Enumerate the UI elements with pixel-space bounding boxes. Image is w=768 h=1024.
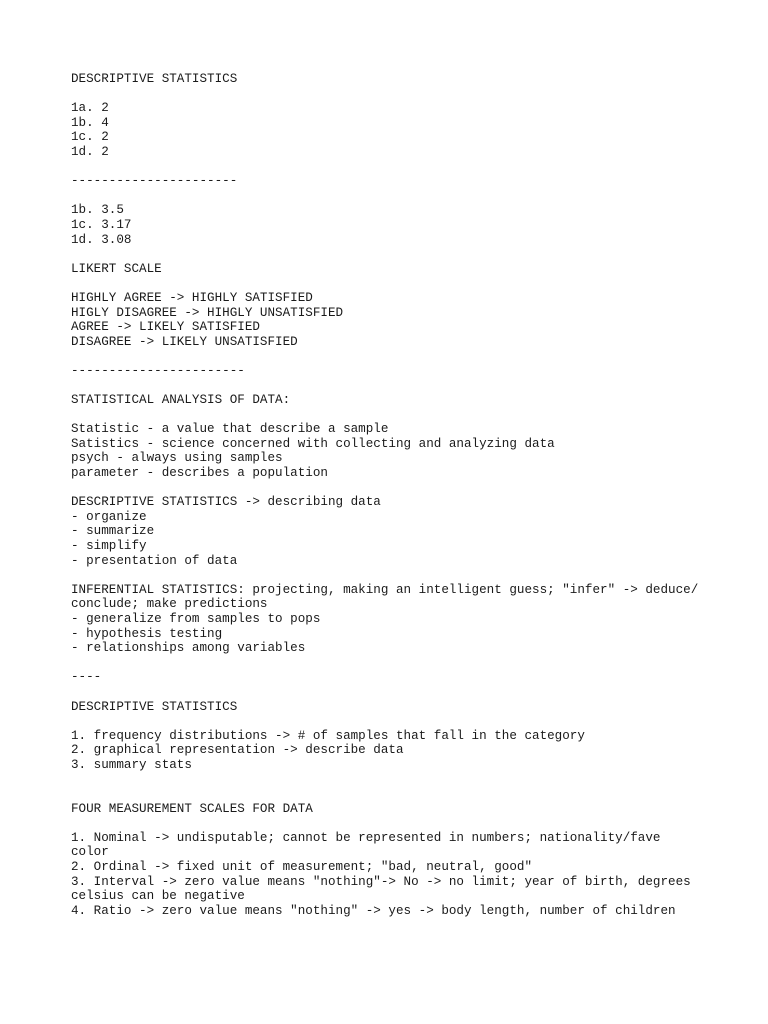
text-line: ----------------------- <box>71 363 245 378</box>
text-line: DESCRIPTIVE STATISTICS -> describing data <box>71 495 381 510</box>
text-line <box>71 787 751 802</box>
document-text <box>71 72 751 918</box>
text-line: celsius can be negative <box>71 889 245 904</box>
text-line <box>71 714 751 729</box>
text-line: 1. frequency distributions -> # of samples that fall in the category <box>71 728 585 743</box>
text-line: DESCRIPTIVE STATISTICS <box>71 72 238 86</box>
text-line: 1b. 3.5 <box>71 203 124 218</box>
text-line <box>71 160 751 175</box>
text-line: 1b. 4 <box>71 115 109 130</box>
text-line <box>71 378 751 393</box>
text-line: 3. summary stats <box>71 757 192 772</box>
text-line: DISAGREE -> LIKELY UNSATISFIED <box>71 334 298 349</box>
text-line <box>71 247 751 262</box>
text-line: - summarize <box>71 524 155 539</box>
text-line <box>71 773 751 788</box>
text-line: - organize <box>71 509 147 524</box>
text-line: Statistic - a value that describe a sample <box>71 422 389 437</box>
text-line: STATISTICAL ANALYSIS OF DATA: <box>71 393 291 408</box>
text-line <box>71 656 751 671</box>
text-line: 1. Nominal -> undisputable; cannot be represented in numbers; nationality/fave <box>71 830 661 845</box>
text-line: ---------------------- <box>71 174 238 189</box>
text-line <box>71 685 751 700</box>
text-line <box>71 189 751 204</box>
text-line: psych - always using samples <box>71 451 283 466</box>
text-line: parameter - describes a population <box>71 466 328 481</box>
text-line: - simplify <box>71 539 147 553</box>
text-line <box>71 481 751 496</box>
text-line <box>71 568 751 583</box>
text-line: 1d. 2 <box>71 144 109 159</box>
text-line: 1c. 2 <box>71 130 109 145</box>
text-line: 1d. 3.08 <box>71 232 132 247</box>
text-line: AGREE -> LIKELY SATISFIED <box>71 320 260 335</box>
text-line <box>71 349 751 364</box>
text-line: 1c. 3.17 <box>71 217 132 232</box>
text-line <box>71 816 751 831</box>
text-line: 4. Ratio -> zero value means "nothing" -> yes -> body length, number of children <box>71 903 676 918</box>
text-line: 2. graphical representation -> describe data <box>71 743 404 758</box>
text-line <box>71 276 751 291</box>
text-line: INFERENTIAL STATISTICS: projecting, making an intelligent guess; "infer" -> deduce/ <box>71 582 699 597</box>
text-line: - hypothesis testing <box>71 626 223 641</box>
text-line: 3. Interval -> zero value means "nothing"-> No -> no limit; year of birth, degrees <box>71 874 691 889</box>
text-line: 1a. 2 <box>71 101 109 116</box>
text-line: - relationships among variables <box>71 641 306 656</box>
text-line: ---- <box>71 670 102 685</box>
text-line: Satistics - science concerned with collecting and analyzing data <box>71 436 555 451</box>
text-line: 2. Ordinal -> fixed unit of measurement; "bad, neutral, good" <box>71 860 533 875</box>
text-line: - presentation of data <box>71 553 238 568</box>
text-line: - generalize from samples to pops <box>71 611 321 626</box>
text-line: FOUR MEASUREMENT SCALES FOR DATA <box>71 801 313 816</box>
text-line: color <box>71 845 109 860</box>
text-line: conclude; make predictions <box>71 597 268 612</box>
text-line: HIGHLY AGREE -> HIGHLY SATISFIED <box>71 290 313 305</box>
text-line: HIGLY DISAGREE -> HIHGLY UNSATISFIED <box>71 305 344 320</box>
text-line <box>71 408 751 423</box>
text-line <box>71 87 751 102</box>
text-line: DESCRIPTIVE STATISTICS <box>71 699 238 714</box>
text-line: LIKERT SCALE <box>71 261 162 276</box>
